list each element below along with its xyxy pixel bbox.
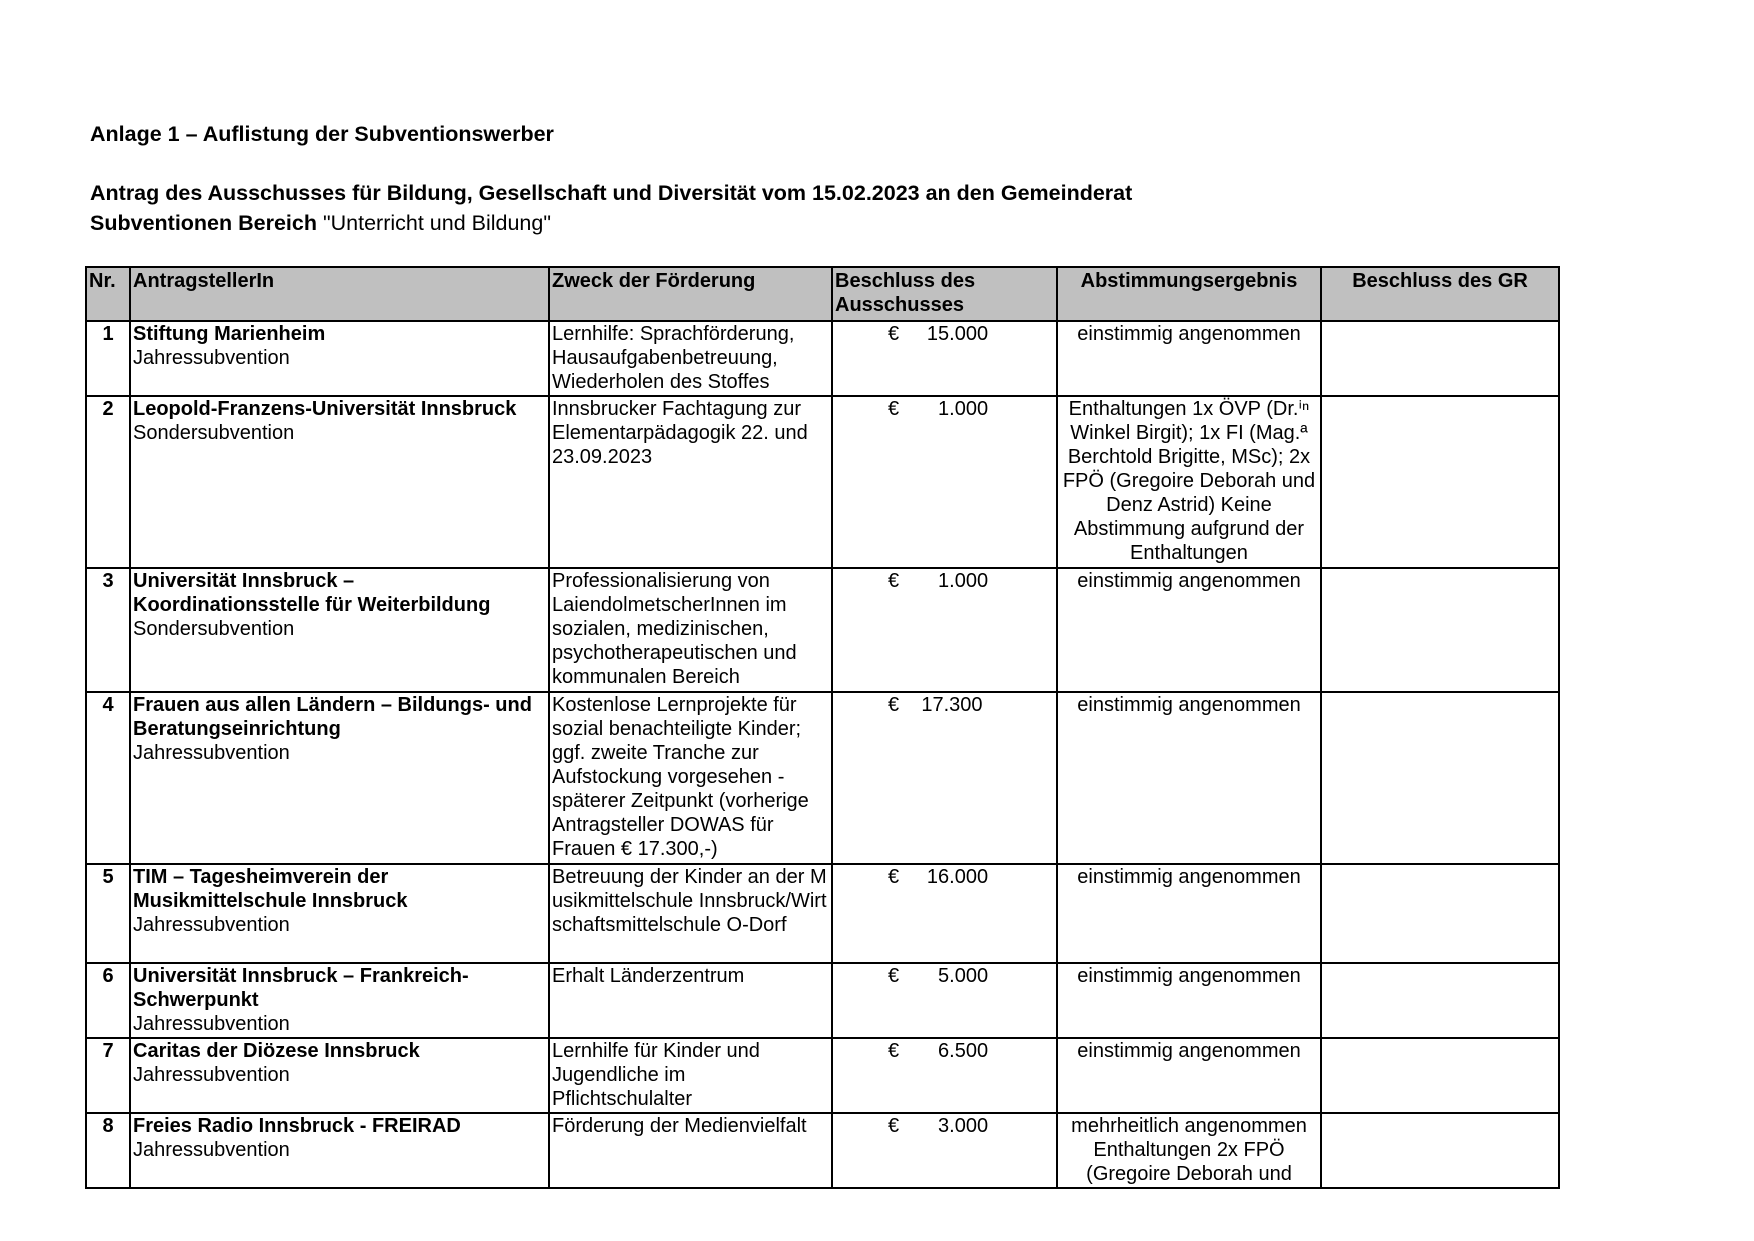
row-applicant	[130, 1113, 549, 1188]
row-nr: 6	[86, 963, 130, 1038]
row-amount: € 5.000	[832, 963, 1057, 1038]
header-abstimmung: Abstimmungsergebnis	[1057, 267, 1321, 321]
row-purpose: Innsbrucker Fachtagung zur Elementarpädagogik 22. und 23.09.2023	[549, 396, 832, 568]
row-gr-decision	[1321, 321, 1559, 396]
bereich-label: Subventionen Bereich	[90, 211, 317, 235]
row-nr: 4	[86, 692, 130, 864]
row-nr: 8	[86, 1113, 130, 1188]
subsidy-type: Sondersubvention	[133, 422, 295, 444]
table-row	[86, 396, 1559, 568]
row-applicant	[130, 692, 549, 864]
row-gr-decision	[1321, 963, 1559, 1038]
row-amount: € 1.000	[832, 568, 1057, 692]
row-gr-decision	[1321, 568, 1559, 692]
row-amount: € 1.000	[832, 396, 1057, 568]
subsidy-type: Jahressubvention	[133, 1139, 290, 1161]
row-gr-decision	[1321, 692, 1559, 864]
row-gr-decision	[1321, 1038, 1559, 1113]
row-applicant	[130, 1038, 549, 1113]
row-result: einstimmig angenommen	[1057, 692, 1321, 864]
row-applicant	[130, 396, 549, 568]
subsidy-type: Jahressubvention	[133, 742, 290, 764]
row-applicant	[130, 321, 549, 396]
header-beschluss-ausschuss: Beschluss des Ausschusses	[832, 267, 1057, 321]
subsidy-type: Sondersubvention	[133, 618, 295, 640]
header-antragsteller: AntragstellerIn	[130, 267, 549, 321]
applicant-name: TIM – Tagesheimverein der Musikmittelschule Innsbruck	[133, 866, 408, 912]
table-row	[86, 1113, 1559, 1188]
row-purpose: Lernhilfe: Sprachförderung, Hausaufgabenbetreuung, Wiederholen des Stoffes	[549, 321, 832, 396]
row-applicant	[130, 963, 549, 1038]
row-result: einstimmig angenommen	[1057, 1038, 1321, 1113]
anlage-title: Anlage 1 – Auflistung der Subventionswerber	[90, 122, 554, 146]
antrag-title	[90, 179, 1132, 207]
row-purpose: Lernhilfe für Kinder und Jugendliche im Pflichtschulalter	[549, 1038, 832, 1113]
applicant-name: Freies Radio Innsbruck - FREIRAD	[133, 1115, 461, 1137]
row-gr-decision	[1321, 864, 1559, 963]
row-purpose: Professionalisierung von LaiendolmetscherInnen im sozialen, medizinischen, psychotherapeutischen und kommunalen Bereich	[549, 568, 832, 692]
row-result: einstimmig angenommen	[1057, 963, 1321, 1038]
header-zweck: Zweck der Förderung	[549, 267, 832, 321]
row-nr: 3	[86, 568, 130, 692]
subsidy-type: Jahressubvention	[133, 1013, 290, 1035]
row-purpose: Erhalt Länderzentrum	[549, 963, 832, 1038]
antrag-title-text: Antrag des Ausschusses für Bildung, Gesellschaft und Diversität vom 15.02.2023 an den Gemeinderat	[90, 181, 1133, 205]
row-nr: 5	[86, 864, 130, 963]
applicant-name: Universität Innsbruck – Koordinationsstelle für Weiterbildung	[133, 570, 491, 616]
row-amount: € 3.000	[832, 1113, 1057, 1188]
row-result: einstimmig angenommen	[1057, 568, 1321, 692]
header-beschluss-gr: Beschluss des GR	[1321, 267, 1559, 321]
applicant-name: Stiftung Marienheim	[133, 323, 326, 345]
row-gr-decision	[1321, 396, 1559, 568]
row-purpose: Förderung der Medienvielfalt	[549, 1113, 832, 1188]
row-purpose: Betreuung der Kinder an der Musikmittelschule Innsbruck/Wirtschaftsmittelschule O-Dorf	[549, 864, 832, 963]
row-result: einstimmig angenommen	[1057, 321, 1321, 396]
bereich-line	[90, 209, 551, 237]
row-amount: € 6.500	[832, 1038, 1057, 1113]
table-row	[86, 568, 1559, 692]
subsidy-type: Jahressubvention	[133, 1064, 290, 1086]
table-row	[86, 692, 1559, 864]
row-gr-decision	[1321, 1113, 1559, 1188]
subsidy-table	[85, 266, 1560, 1189]
row-result: Enthaltungen 1x ÖVP (Dr.ⁱⁿ Winkel Birgit); 1x FI (Mag.ª Berchtold Brigitte, MSc); 2x FPÖ (Gregoire Deborah und Denz Astrid) Keine Abstimmung aufgrund der Enthaltungen	[1057, 396, 1321, 568]
row-amount: € 16.000	[832, 864, 1057, 963]
row-result: mehrheitlich angenommen Enthaltungen 2x FPÖ (Gregoire Deborah und	[1057, 1113, 1321, 1188]
row-applicant	[130, 864, 549, 963]
row-nr: 7	[86, 1038, 130, 1113]
applicant-name: Leopold-Franzens-Universität Innsbruck	[133, 398, 517, 420]
header-nr: Nr.	[86, 267, 130, 321]
subsidy-type: Jahressubvention	[133, 914, 290, 936]
table-row	[86, 1038, 1559, 1113]
row-amount: € 15.000	[832, 321, 1057, 396]
row-amount: € 17.300	[832, 692, 1057, 864]
applicant-name: Frauen aus allen Ländern – Bildungs- und Beratungseinrichtung	[133, 694, 532, 740]
row-purpose: Kostenlose Lernprojekte für sozial benachteiligte Kinder; ggf. zweite Tranche zur Aufstockung vorgesehen - späterer Zeitpunkt (vorherige Antragsteller DOWAS für Frauen € 17.300,-)	[549, 692, 832, 864]
bereich-value: "Unterricht und Bildung"	[322, 211, 551, 235]
applicant-name: Caritas der Diözese Innsbruck	[133, 1040, 420, 1062]
table-row	[86, 321, 1559, 396]
table-row	[86, 864, 1559, 963]
table-header-row	[86, 267, 1559, 321]
subsidy-type: Jahressubvention	[133, 347, 290, 369]
applicant-name: Universität Innsbruck – Frankreich-Schwerpunkt	[133, 965, 469, 1011]
row-applicant	[130, 568, 549, 692]
row-result: einstimmig angenommen	[1057, 864, 1321, 963]
table-row	[86, 963, 1559, 1038]
row-nr: 2	[86, 396, 130, 568]
row-nr: 1	[86, 321, 130, 396]
